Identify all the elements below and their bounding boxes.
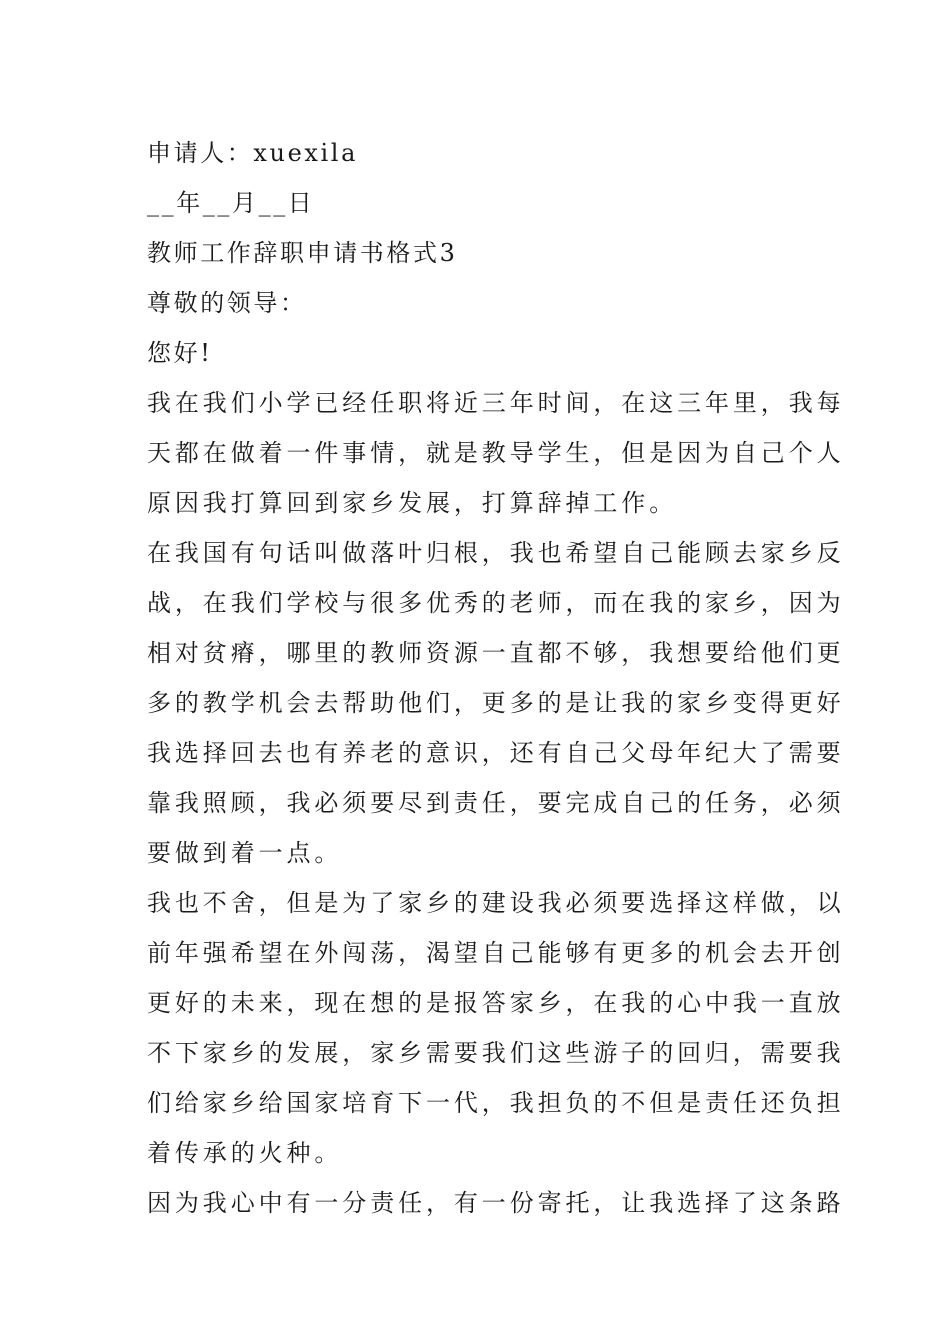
paragraph-line: 天都在做着一件事情，就是教导学生，但是因为自己个人 xyxy=(147,439,845,467)
paragraph-4 xyxy=(147,1178,845,1228)
applicant-line: 申请人：xuexila xyxy=(147,139,358,167)
paragraph-line: 相对贫瘠，哪里的教师资源一直都不够，我想要给他们更 xyxy=(147,639,845,667)
paragraph-line: 们给家乡给国家培育下一代，我担负的不但是责任还负担 xyxy=(147,1089,845,1117)
paragraph-line: 原因我打算回到家乡发展，打算辞掉工作。 xyxy=(147,489,678,517)
paragraph-line: 要做到着一点。 xyxy=(147,839,343,867)
paragraph-line: 在我国有句话叫做落叶归根，我也希望自己能顾去家乡反 xyxy=(147,539,845,567)
document-title: 教师工作辞职申请书格式3 xyxy=(147,239,458,267)
paragraph-line: 着传承的火种。 xyxy=(147,1139,343,1167)
paragraph-line: 我也不舍，但是为了家乡的建设我必须要选择这样做，以 xyxy=(147,889,845,917)
paragraph-line: 我在我们小学已经任职将近三年时间，在这三年里，我每 xyxy=(147,389,845,417)
paragraph-2 xyxy=(147,528,845,878)
paragraph-line: 战，在我们学校与很多优秀的老师，而在我的家乡，因为 xyxy=(147,589,845,617)
paragraph-3 xyxy=(147,878,845,1178)
greeting: 您好! xyxy=(147,339,213,367)
paragraph-line: 多的教学机会去帮助他们，更多的是让我的家乡变得更好 xyxy=(147,689,845,717)
document-body xyxy=(147,128,845,1228)
paragraph-line: 更好的未来，现在想的是报答家乡，在我的心中我一直放 xyxy=(147,989,845,1017)
date-line: __年__月__日 xyxy=(147,189,315,217)
paragraph-line: 前年强希望在外闯荡，渴望自己能够有更多的机会去开创 xyxy=(147,939,845,967)
paragraph-line: 因为我心中有一分责任，有一份寄托，让我选择了这条路 xyxy=(147,1189,845,1217)
salutation: 尊敬的领导： xyxy=(147,289,307,317)
paragraph-1 xyxy=(147,378,845,528)
paragraph-line: 我选择回去也有养老的意识，还有自己父母年纪大了需要 xyxy=(147,739,845,767)
paragraph-line: 靠我照顾，我必须要尽到责任，要完成自己的任务，必须 xyxy=(147,789,845,817)
paragraph-line: 不下家乡的发展，家乡需要我们这些游子的回归，需要我 xyxy=(147,1039,845,1067)
